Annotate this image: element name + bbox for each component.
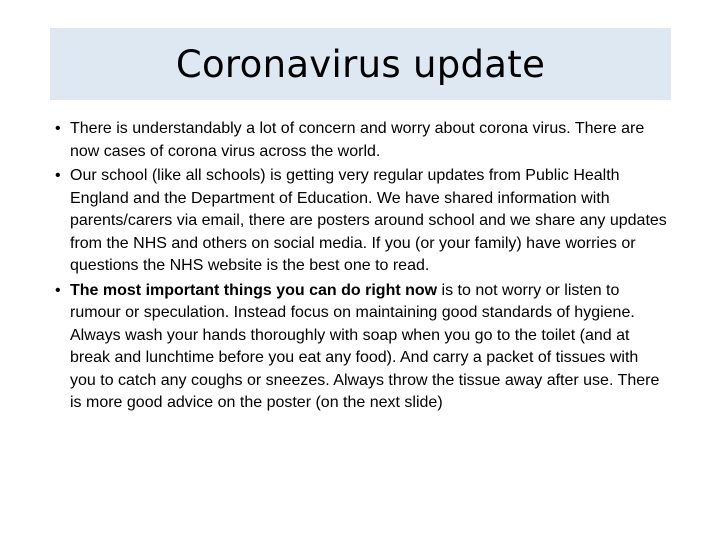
bullet-icon: • [55,120,61,137]
bullet-icon: • [55,167,61,184]
bullet-text: There is understandably a lot of concern and worry about corona virus. There are now cases of corona virus across the world. [70,120,645,160]
title-banner [50,28,671,100]
slide-title: Coronavirus update [175,42,546,86]
bullet-item-concern [53,118,668,163]
bullet-text: is to not worry or listen to rumour or speculation. Instead focus on maintaining good standards of hygiene. Always wash your hands thoroughly with soap when you go to the toilet (and at break and lunchtime before you eat any food). And carry a packet of tissues with you to catch any coughs or sneezes. Always throw the tissue away after use. There is more good advice on the poster (on the next slide) [70,281,660,411]
bullet-item-updates [53,165,668,278]
bullet-list [53,118,668,417]
bullet-item-hygiene [53,280,668,415]
bullet-text: Our school (like all schools) is getting very regular updates from Public Health England and the Department of Education. We have shared information with parents/carers via email, there are posters around school and we share any updates from the NHS and others on social media. If you (or your family) have worries or questions the NHS website is the best one to read. [70,167,667,274]
bullet-icon: • [55,281,61,299]
bullet-emphasis: The most important things you can do right now [70,281,438,299]
